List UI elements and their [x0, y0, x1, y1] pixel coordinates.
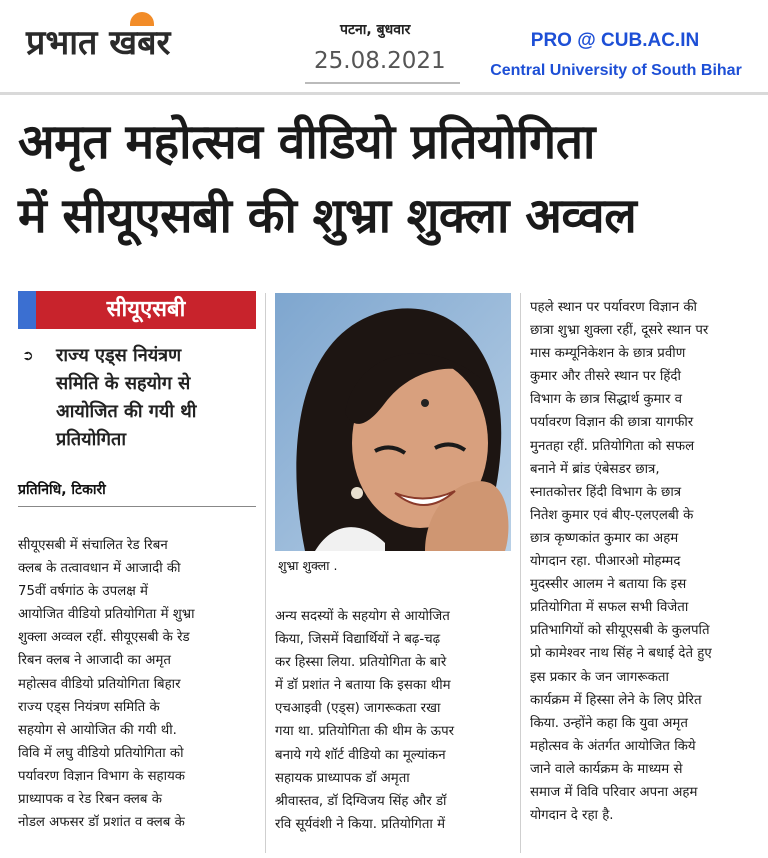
body-line: नोडल अफसर डॉ प्रशांत व क्लब के: [18, 815, 185, 831]
body-line: शुक्ला अव्वल रहीं. सीयूएसबी के रेड: [18, 630, 190, 646]
body-line: राज्य एड्स नियंत्रण समिति के: [18, 699, 160, 715]
dateline-date: 25.08.2021: [314, 48, 446, 74]
photo-caption: शुभ्रा शुक्ला .: [278, 558, 338, 573]
body-line: छात्रा शुभ्रा शुक्ला रहीं, दूसरे स्थान पर: [530, 323, 709, 339]
body-line: महोत्सव के अंतर्गत आयोजित किये: [530, 738, 696, 754]
section-tag: सीयूएसबी: [106, 297, 186, 322]
body-line: बनाये गये शॉर्ट वीडियो का मूल्यांकन: [275, 747, 446, 763]
body-line: महोत्सव वीडियो प्रतियोगिता बिहार: [18, 676, 181, 692]
body-line: प्रो कामेश्वर नाथ सिंह ने बधाई देते हुए: [530, 646, 712, 662]
body-line: बनाने में ब्रांड एंबेसडर छात्र,: [530, 461, 660, 477]
body-line: जाने वाले कार्यक्रम के माध्यम से: [530, 761, 683, 777]
body-line: सहायक प्राध्यापक डॉ अमृता: [275, 770, 410, 786]
body-line: सीयूएसबी में संचालित रेड रिबन: [18, 538, 168, 553]
body-line: आयोजित वीडियो प्रतियोगिता में शुभ्रा: [18, 607, 195, 623]
column-divider: [265, 293, 266, 853]
body-line: पर्यावरण विज्ञान विभाग के सहायक: [18, 768, 185, 784]
body-line: सहयोग से आयोजित की गयी थी.: [18, 722, 177, 738]
body-line: समाज में विवि परिवार अपना अहम: [530, 784, 698, 800]
pro-email: PRO @ CUB.AC.IN: [530, 30, 700, 51]
body-line: कार्यक्रम में हिस्सा लेने के लिए प्रेरित: [530, 692, 702, 708]
body-line: किया, जिसमें विद्यार्थियों ने बढ़-चढ़: [275, 632, 441, 648]
body-line: एचआइवी (एड्स) जागरूकता रखा: [275, 701, 441, 717]
body-line: प्राध्यापक व रेड रिबन क्लब के: [18, 792, 162, 808]
body-line: पर्यावरण विज्ञान की छात्रा यागफीर: [530, 415, 694, 431]
article-column-2: [275, 605, 513, 836]
body-line: नितेश कुमार एवं बीए-एलएलबी के: [530, 507, 694, 523]
body-line: विवि में लघु वीडियो प्रतियोगिता को: [18, 745, 184, 761]
bullet-arrow-icon: ➲: [22, 348, 34, 364]
body-line: क्लब के तत्वावधान में आजादी की: [18, 561, 181, 577]
body-line: पहले स्थान पर पर्यावरण विज्ञान की: [530, 300, 697, 315]
column-divider: [520, 293, 521, 853]
portrait-illustration: [275, 293, 511, 551]
dateline-city: पटना, बुधवार: [340, 22, 411, 38]
body-line: योगदान दे रहा है.: [530, 808, 614, 824]
body-line: रवि सूर्यवंशी ने किया. प्रतियोगिता में: [275, 816, 446, 832]
pullquote-line: आयोजित की गयी थी: [56, 401, 197, 422]
body-line: मास कम्यूनिकेशन के छात्र प्रवीण: [530, 346, 686, 362]
body-line: रिबन क्लब ने आजादी का अमृत: [18, 653, 171, 669]
body-line: इस प्रकार के जन जागरूकता: [530, 669, 669, 685]
body-line: कर हिस्सा लिया. प्रतियोगिता के बारे: [275, 655, 447, 671]
divider: [18, 506, 256, 507]
body-line: कुमार और तीसरे स्थान पर हिंदी: [530, 369, 681, 385]
pullquote-line: प्रतियोगिता: [56, 429, 126, 450]
article-column-3: [530, 296, 764, 827]
divider: [0, 92, 768, 95]
headline-line-1: अमृत महोत्सव वीडियो प्रतियोगिता: [18, 114, 595, 170]
body-line: मुदस्सीर आलम ने बताया कि इस: [530, 577, 687, 593]
divider: [305, 82, 460, 84]
body-line: किया. उन्होंने कहा कि युवा अमृत: [530, 715, 688, 731]
body-line: 75वीं वर्षगांठ के उपलक्ष में: [18, 584, 148, 600]
newspaper-logo: [26, 18, 266, 78]
body-line: गया था. प्रतियोगिता की थीम के ऊपर: [275, 724, 455, 740]
body-line: मुनतहा रहीं. प्रतियोगिता को सफल: [530, 438, 695, 454]
logo-text: प्रभात खबर: [26, 23, 171, 63]
pullquote: [56, 342, 256, 454]
pullquote-line: राज्य एड्स नियंत्रण: [56, 345, 182, 366]
byline: प्रतिनिधि, टिकारी: [18, 482, 106, 498]
body-line: अन्य सदस्यों के सहयोग से आयोजित: [275, 609, 450, 624]
university-name: Central University of South Bihar: [490, 62, 742, 79]
body-line: प्रतिभागियों को सीयूएसबी के कुलपति: [530, 623, 710, 639]
body-line: में डॉ प्रशांत ने बताया कि इसका थीम: [275, 678, 451, 694]
body-line: विभाग के छात्र सिद्धार्थ कुमार व: [530, 392, 683, 408]
headline-line-2: में सीयूएसबी की शुभ्रा शुक्ला अव्वल: [18, 188, 637, 244]
body-line: छात्र कृष्णकांत कुमार का अहम: [530, 530, 679, 546]
portrait-photo: [275, 293, 511, 551]
article-column-1: [18, 534, 256, 834]
section-tag-stripe: [18, 291, 36, 329]
body-line: योगदान रहा. पीआरओ मोहम्मद: [530, 554, 681, 570]
body-line: प्रतियोगिता में सफल सभी विजेता: [530, 600, 689, 616]
pullquote-line: समिति के सहयोग से: [56, 373, 191, 394]
body-line: श्रीवास्तव, डॉ दिग्विजय सिंह और डॉ: [275, 793, 447, 809]
body-line: स्नातकोत्तर हिंदी विभाग के छात्र: [530, 484, 682, 500]
